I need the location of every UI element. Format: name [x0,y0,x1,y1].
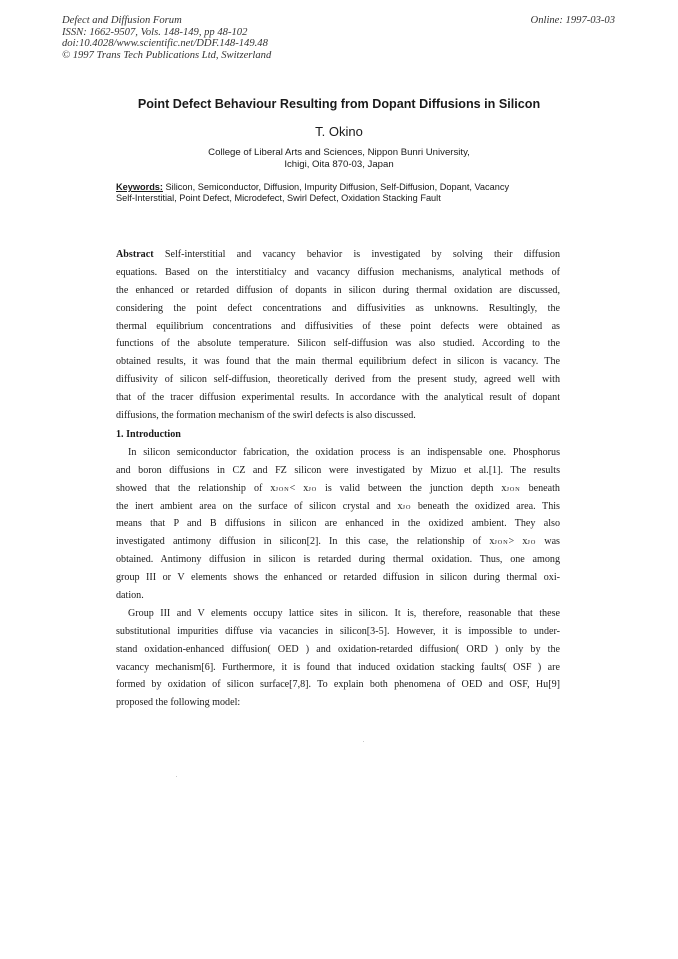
paragraph-line: proposed the following model: [116,697,241,709]
paragraph-line: the inert ambient area on the surface of silicon crystal and xJO beneath the oxidized area. This [116,500,560,512]
paragraph-line: vacancy mechanism[6]. Furthermore, it is found that induced oxidation stacking faults( OSF ) are [116,661,560,673]
author: T. Okino [315,124,363,139]
journal-copyright: © 1997 Trans Tech Publications Ltd, Switzerland [62,49,272,61]
abstract-line: diffusions, the formation mechanism of the swirl defects is also discussed. [116,410,416,422]
abstract-line: thermal equilibrium concentrations and diffusivities of these point defects were obtained as [116,320,560,332]
abstract-line: obtained results, it was found that the main thermal equilibrium defect in silicon is vacancy. The [116,356,560,368]
keywords [116,182,566,205]
affiliation-line: Ichigi, Oita 870-03, Japan [284,159,394,170]
paragraph-line: Group III and V elements occupy lattice sites in silicon. It is, therefore, reasonable that these [128,607,560,619]
affiliation-line: College of Liberal Arts and Sciences, Nippon Bunri University, [208,147,470,158]
paragraph-line: In silicon semiconductor fabrication, the oxidation process is an indispensable one. Phosphorus [128,446,560,458]
symbol-x-jon: xJON [270,482,290,494]
abstract [116,246,560,425]
abstract-line: considering the point defect concentrations and diffusivities as unknowns. Resultingly, the [116,302,560,314]
abstract-line: equations. Based on the interstitialcy and vacancy diffusion mechanisms, analytical methods of [116,266,560,278]
symbol-x-jo: xJO [303,482,318,494]
symbol-x-jo: xJO [397,500,412,512]
journal-issn: ISSN: 1662-9507, Vols. 148-149, pp 48-102 [62,26,248,38]
paper-title: Point Defect Behaviour Resulting from Dopant Diffusions in Silicon [137,97,541,111]
abstract-line: functions of the absolute temperature. Silicon self-diffusion was also studied. According to the [116,338,560,350]
paragraph-line: group III or V elements shows the enhanced or retarded diffusion in silicon during thermal oxi- [116,572,560,584]
introduction-section [116,426,560,712]
online-date: Online: 1997-03-03 [530,15,615,26]
paragraph-line: formed by oxidation of silicon surface[7,8]. To explain both phenomena of OED and OSF, Hu[9] [116,679,560,691]
journal-doi: doi:10.4028/www.scientific.net/DDF.148-149.48 [62,38,268,49]
keywords-line: Silicon, Semiconductor, Diffusion, Impurity Diffusion, Self-Diffusion, Dopant, Vacancy [162,182,510,192]
paragraph-line: stand oxidation-enhanced diffusion( OED ) and oxidation-retarded diffusion( ORD ) only by the [116,643,560,655]
abstract-label: Abstract [116,249,154,260]
paragraph-line: and boron diffusions in CZ and FZ silicon were investigated by Mizuo et al.[1]. The results [116,464,560,476]
paragraph-line: obtained. Antimony diffusion in silicon is retarded during thermal oxidation. Thus, one among [116,554,560,566]
symbol-x-jon: xJON [501,482,521,494]
abstract-line: Self-interstitial and vacancy behavior is investigated by solving their diffusion [153,249,560,260]
scan-speck [363,741,364,742]
section-heading: 1. Introduction [116,429,181,440]
abstract-line: the enhanced or retarded diffusion of dopants in silicon during thermal oxidation are discussed, [116,284,560,296]
journal-info [62,15,271,61]
symbol-x-jon: xJON [489,536,509,548]
scan-speck [176,776,177,777]
paragraph-line: dation. [116,590,144,602]
paragraph-line: showed that the relationship of xJON< xJO is valid between the junction depth xJON beneath [116,482,560,494]
journal-name: Defect and Diffusion Forum [62,15,182,26]
abstract-line: diffusivity of silicon self-diffusion, theoretically derived from the present study, agreed well with [116,374,560,386]
keywords-label: Keywords: [116,182,163,192]
paragraph-line: means that P and B diffusions in silicon are enhanced in the oxidized ambient. They also [116,518,560,530]
paragraph-line: substitutional impurities diffuse via vacancies in silicon[3-5]. However, it is impossible to under- [116,625,560,637]
paragraph-line: investigated antimony diffusion in silicon[2]. In this case, the relationship of xJON> xJO was [116,536,560,548]
keywords-line: Self-Interstitial, Point Defect, Microdefect, Swirl Defect, Oxidation Stacking Fault [116,193,441,204]
affiliation [60,147,618,171]
symbol-x-jo: xJO [522,536,537,548]
abstract-line: that of the tracer diffusion experimental results. In accordance with the analytical result of dopant [116,392,560,404]
